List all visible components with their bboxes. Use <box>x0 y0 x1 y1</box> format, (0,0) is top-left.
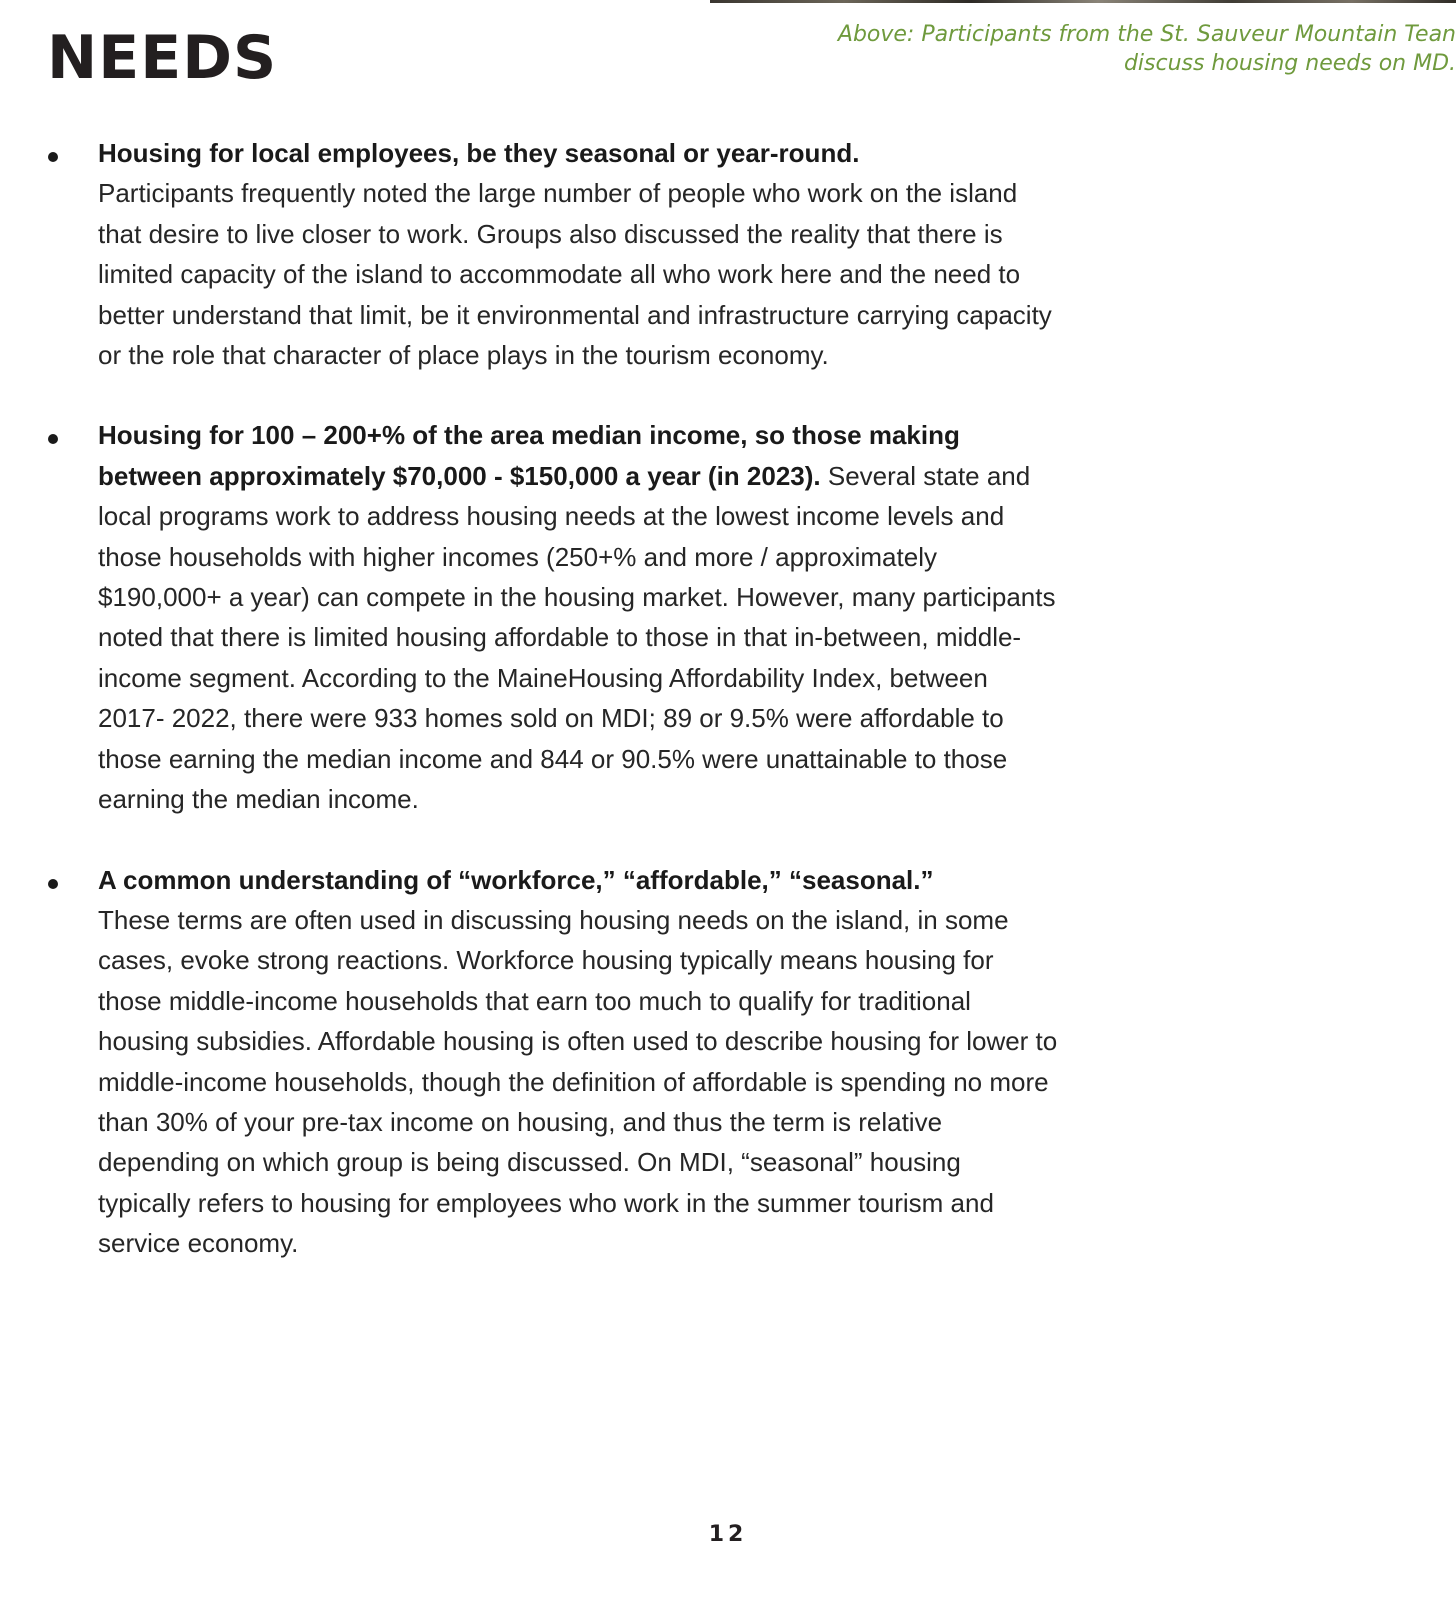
photo-edge <box>710 0 1456 3</box>
bullet-icon <box>48 152 58 162</box>
need-item-common-terms <box>48 860 1058 1264</box>
needs-list <box>48 133 1058 1304</box>
need-item-middle-income-housing <box>48 415 1058 819</box>
page-title: NEEDS <box>47 23 278 93</box>
need-body: These terms are often used in discussing housing needs on the island, in some cases, evoke strong reactions. Workforce housing typically means housing for those middle-income households that earn too much to qualify for traditional housing subsidies. Affordable housing is often used to describe housing for lower to middle-income households, though the definition of affordable is spending no more than 30% of your pre-tax income on housing, and thus the term is relative depending on which group is being discussed. On MDI, “seasonal” housing typically refers to housing for employees who work in the summer tourism and service economy. <box>98 904 1058 1259</box>
need-body: Several state and local programs work to address housing needs at the lowest income levels and those households with higher incomes (250+% and more / approximately $190,000+ a year) can compete in the housing market. However, many participants noted that there is limited housing affordable to those in that in-between, middle-income segment. According to the MaineHousing Affordability Index, between 2017- 2022, there were 933 homes sold on MDI; 89 or 9.5% were affordable to those earning the median income and 844 or 90.5% were unattainable to those earning the median income. <box>98 460 1056 815</box>
page-number: 12 <box>708 1522 748 1547</box>
need-heading: Housing for local employees, be they seasonal or year-round. <box>98 138 860 168</box>
caption-line-1: Above: Participants from the St. Sauveur Mountain Tean <box>837 22 1456 47</box>
photo-caption <box>756 21 1456 78</box>
need-heading: Housing for 100 – 200+% of the area median income, so those making between approximately $70,000 - $150,000 a year (in 2023). <box>98 420 960 491</box>
need-item-employee-housing <box>48 133 1058 375</box>
bullet-icon <box>48 879 58 889</box>
caption-line-2: discuss housing needs on MD. <box>1123 50 1456 76</box>
bullet-icon <box>48 434 58 444</box>
need-body: Participants frequently noted the large number of people who work on the island that desire to live closer to work. Groups also discussed the reality that there is limited capacity of the island to accommodate all who work here and the need to better understand that limit, be it environmental and infrastructure carrying capacity or the role that character of place plays in the tourism economy. <box>98 178 1052 371</box>
need-heading: A common understanding of “workforce,” “affordable,” “seasonal.” <box>98 864 934 895</box>
